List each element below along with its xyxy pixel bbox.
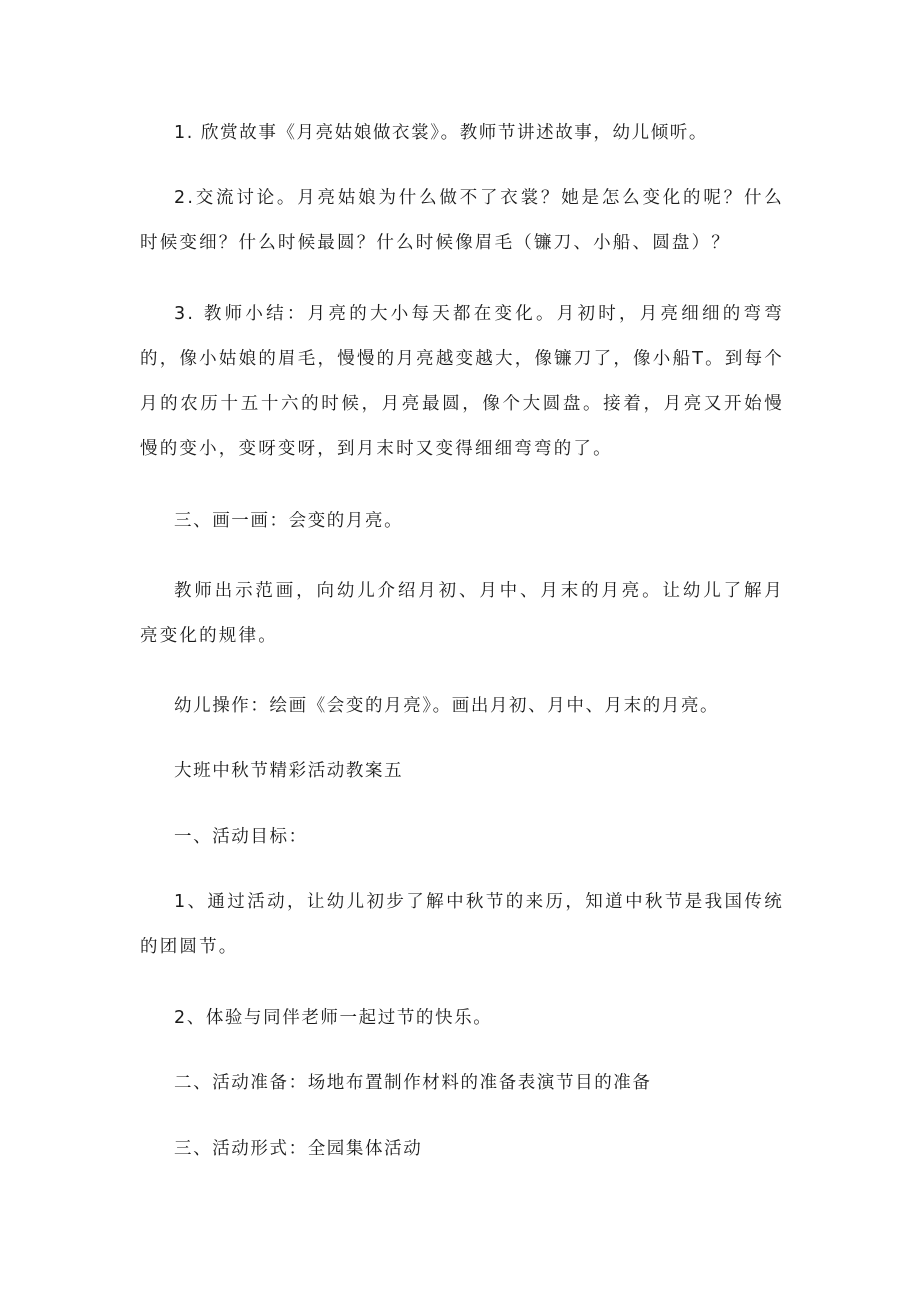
paragraph-discussion: 2.交流讨论。月亮姑娘为什么做不了衣裳？她是怎么变化的呢？什么时候变细？什么时候最圆？什么时候像眉毛（镰刀、小船、圆盘）？ bbox=[140, 188, 784, 253]
paragraph-story-appreciation: 1. 欣赏故事《月亮姑娘做衣裳》。教师节讲述故事，幼儿倾听。 bbox=[174, 123, 709, 143]
paragraph-goal-one: 1、通过活动，让幼儿初步了解中秋节的来历，知道中秋节是我国传统的团圆节。 bbox=[140, 892, 784, 957]
paragraph-child-operation: 幼儿操作：绘画《会变的月亮》。画出月初、月中、月末的月亮。 bbox=[174, 696, 720, 716]
paragraph-goal-two: 2、体验与同伴老师一起过节的快乐。 bbox=[174, 1008, 493, 1028]
paragraph-activity-preparation: 二、活动准备：场地布置制作材料的准备表演节目的准备 bbox=[174, 1073, 652, 1093]
paragraph-teacher-demo: 教师出示范画，向幼儿介绍月初、月中、月末的月亮。让幼儿了解月亮变化的规律。 bbox=[140, 581, 784, 646]
heading-lesson-plan-five: 大班中秋节精彩活动教案五 bbox=[174, 761, 404, 781]
paragraph-section-draw: 三、画一画：会变的月亮。 bbox=[174, 511, 404, 531]
paragraph-teacher-summary: 3. 教师小结：月亮的大小每天都在变化。月初时，月亮细细的弯弯的，像小姑娘的眉毛，慢慢的月亮越变越大，像镰刀了，像小船T。到每个月的农历十五十六的时候，月亮最圆，像个大圆盘。接着，月亮又开始慢慢的变小，变呀变呀，到月末时又变得细细弯弯的了。 bbox=[140, 304, 784, 459]
heading-activity-goals: 一、活动目标： bbox=[174, 827, 308, 847]
paragraph-activity-form: 三、活动形式：全园集体活动 bbox=[174, 1139, 423, 1159]
